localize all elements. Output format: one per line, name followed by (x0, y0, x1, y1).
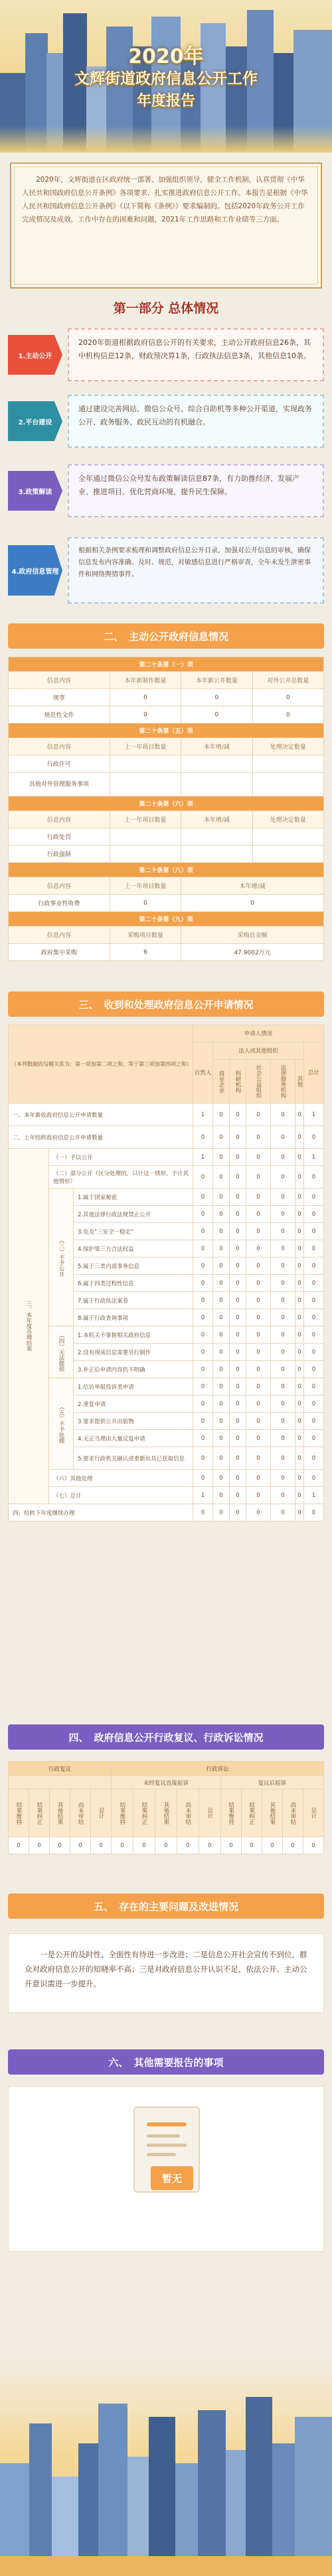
section-3-header: 三、 收到和处理政府信息公开申请情况 (8, 992, 324, 1017)
table-applications: （本列数据的勾稽关系为：第一项加第二项之和，等于第三项加第四项之和） 申请人情况 自然人 法人或其他组织 总计 商业企业 科研机构 社会公益组织 法律服务机构 其他 一、本年新收政府信息公开申请数量 1 0 0 0 0 0 1 二、上年结转政府信息公开申请数量 0 0 0 0 0 0 0 三、本年度办理结果 （一）予以公开 1 0 0 0 0 0 1 （二）部分公开（区分处理的，只计这一情形，不计其他情形） 0 0 0 0 0 0 0 （三）不予公开 1.属于国家秘密 0 0 0 0 0 0 0 2.其他法律行政法规禁止公开 0 0 0 0 0 0 0 3.危及"三安全一稳定" 0 0 0 0 0 0 0 4.保护第三方合法权益 0 0 0 0 0 0 0 5.属于三类内部事务信息 0 0 0 0 0 0 0 6.属于四类过程性信息 0 0 0 0 0 0 0 7.属于行政执法案卷 0 0 0 0 0 0 0 8.属于行政查询事项 0 0 0 0 0 0 0 （四）无法提供 1.本机关不掌握相关政府信息 0 0 0 0 0 0 0 2.没有现成信息需要另行制作 0 0 0 0 0 0 0 3.补正后申请内容仍不明确 0 0 0 0 0 0 0 （五）不予处理 1.信访举报投诉类申请 0 0 0 0 0 0 0 2.重复申请 0 0 0 0 0 0 0 3.要求提供公开出版物 0 0 0 0 0 0 0 4.无正当理由大量反复申请 0 0 0 0 0 0 0 5.要求行政机关确认或重新出具已获取信息 0 0 0 0 0 0 0 （六）其他处理 0 0 0 0 0 0 0 （七）总计 1 0 0 0 0 0 1 四、结转下年度继续办理 0 0 0 0 0 0 0 (8, 1025, 324, 1521)
table-row: 3.要求提供公开出版物 0 0 0 0 0 0 0 (9, 1413, 324, 1430)
table-row: 3.危及"三安全一稳定" 0 0 0 0 0 0 0 (9, 1223, 324, 1240)
part1-title: 第一部分 总体情况 (113, 301, 219, 316)
table-row: 行政许可 (9, 755, 324, 773)
table-row: （四）无法提供 1.本机关不掌握相关政府信息 0 0 0 0 0 0 0 (9, 1326, 324, 1344)
table-row: 政府集中采购 6 47.9002万元 (9, 944, 324, 961)
table-row: （三）不予公开 1.属于国家秘密 0 0 0 0 0 0 0 (9, 1189, 324, 1206)
section-4-header: 四、 政府信息公开行政复议、行政诉讼情况 (8, 1724, 324, 1750)
hero-title: 文辉街道政府信息公开工作 (74, 70, 258, 88)
table-row: 2.其他法律行政法规禁止公开 0 0 0 0 0 0 0 (9, 1206, 324, 1223)
hero-subtitle: 年度报告 (136, 93, 195, 109)
table-band: 第二十条第（一）项 (9, 657, 324, 672)
summary-text-3: 全年通过微信公众号发布政策解读信息87条，有力助推经济、发展产业、推进项目、优化营商环境，提升民生保障。 (68, 464, 324, 517)
table-band: 第二十条第（五）项 (9, 724, 324, 738)
table-band: 第二十条第（六）项 (9, 797, 324, 811)
table-review-lawsuit: 行政复议 行政诉讼 未经复议直接起诉 复议后起诉 结果维持 结果纠正 其他结果 尚未审结 总计 结果维持 结果纠正 其他结果 尚未审结 总计 结果维持 结果纠正 其他结果 尚未审结 总计 0 0 0 0 0 0 0 0 0 0 0 0 0 0 0 (8, 1761, 324, 1854)
section-5-header: 五、 存在的主要问题及改进情况 (8, 1894, 324, 1919)
table-active-disclosure: 第二十条第（一）项 信息内容 本年新制作数量 本年新公开数量 对外公开总数量 规章 0 0 0 规范性文件 0 0 0 第二十条第（五）项 信息内容 上一年项目数量 本年增/减 处理决定数量 行政许可 其他对外管理服务事项 第二十条第（六）项 信息内容 上一年项目数量 本年增/减 处理决定数量 行政处罚 行政强制 第二十条第（八）项 信息内容 上一年项目数量 本年增/减 行政事业性收费 0 0 第二十条第（九）项 信息内容 采购项目数量 采购总金额 政府集中采购 6 47.9002万元 (8, 657, 324, 961)
table-row: 规范性文件 0 0 0 (9, 706, 324, 724)
summary-row-4 (8, 537, 324, 604)
table-row: 4.保护第三方合法权益 0 0 0 0 0 0 0 (9, 1240, 324, 1257)
summary-row-2 (8, 395, 324, 448)
table-row: 四、结转下年度继续办理 0 0 0 0 0 0 0 (9, 1504, 324, 1521)
summary-text-2: 通过建设完善网站、微信公众号、综合自助机等多种公开渠道，实现政务公开、政务服务、政民互动的有机融合。 (68, 395, 324, 448)
table-row: 行政事业性收费 0 0 (9, 895, 324, 912)
table-row: 4.无正当理由大量反复申请 0 0 0 0 0 0 0 (9, 1430, 324, 1447)
table-band: 第二十条第（八）项 (9, 863, 324, 877)
footer-skyline (0, 2358, 332, 2576)
section-6-box (8, 2086, 324, 2252)
table-row: （六）其他处理 0 0 0 0 0 0 0 (9, 1470, 324, 1487)
summary-text-4: 根据相关条例要求梳理和调整政府信息公开目录，加强对公开信息的审核，确保信息发布内容准确、及时、规范，对敏感信息进行严格审查，全年未发生泄密事件和网络舆情事件。 (68, 537, 324, 604)
section-2-header: 二、 主动公开政府信息情况 (8, 623, 324, 649)
table-row: 2.重复申请 0 0 0 0 0 0 0 (9, 1395, 324, 1413)
table-row: 2.没有现成信息需要另行制作 0 0 0 0 0 0 0 (9, 1344, 324, 1361)
summary-tag-1: 1.主动公开 (8, 328, 62, 381)
table-corner-note: （本列数据的勾稽关系为：第一项加第二项之和，等于第三项加第四项之和） (9, 1025, 193, 1104)
intro-paragraph: 2020年，文辉街道在区政府统一部署、加强组织领导，健全工作机制，认真贯彻《中华人民共和国政府信息公开条例》各项要求，扎实推进政府信息公开工作。本报告是根据《中华人民共和国政府信息公开条例》（以下简称《条例》）要求编制的。包括2020年政务公开工作完成情况及成效，工作中存在的困难和问题，2021年工作思路和工作业绩等三方面。 (22, 176, 308, 224)
intro-box (10, 162, 322, 289)
table-row: 二、上年结转政府信息公开申请数量 0 0 0 0 0 0 0 (9, 1126, 324, 1149)
header-banner (0, 0, 332, 153)
table-row: 行政强制 (9, 846, 324, 863)
table-row: 规章 0 0 0 (9, 689, 324, 706)
section-6-header: 六、 其他需要报告的事项 (8, 2049, 324, 2075)
table-row: 8.属于行政查询事项 0 0 0 0 0 0 0 (9, 1309, 324, 1326)
summary-tag-3: 3.政策解读 (8, 464, 62, 517)
summary-row-3 (8, 464, 324, 517)
table-row: （七）总计 1 0 0 0 0 0 1 (9, 1487, 324, 1504)
table-row: 三、本年度办理结果 （一）予以公开 1 0 0 0 0 0 1 (9, 1149, 324, 1166)
summary-text-1: 2020年街道根据政府信息公开的有关要求，主动公开政府信息26条，其中机构信息12条，财政预决算1条，行政执法信息3条，其他信息10条。 (68, 328, 324, 381)
table-row: 一、本年新收政府信息公开申请数量 1 0 0 0 0 0 1 (9, 1104, 324, 1126)
table-row: 行政处罚 (9, 828, 324, 846)
hero-year: 2020年 (128, 45, 204, 68)
table-band: 第二十条第（九）项 (9, 912, 324, 927)
section-5-text: 一是公开的及时性、全面性有待进一步改进；二是信息公开社会宣传不到位，群众对政府信息公开的知晓率不高；三是对政府信息公开认识不足，依法公开、主动公开意识需进一步提升。 (8, 1933, 324, 2013)
table-row: （五）不予处理 1.信访举报投诉类申请 0 0 0 0 0 0 0 (9, 1378, 324, 1395)
none-badge: 暂无 (151, 2166, 193, 2190)
summary-tag-4: 4.政府信息管理 (8, 537, 62, 604)
table-row: 6.属于四类过程性信息 0 0 0 0 0 0 0 (9, 1275, 324, 1292)
table-row: （二）部分公开（区分处理的，只计这一情形，不计其他情形） 0 0 0 0 0 0 0 (9, 1166, 324, 1189)
table-row: 3.补正后申请内容仍不明确 0 0 0 0 0 0 0 (9, 1361, 324, 1378)
table-row: 5.要求行政机关确认或重新出具已获取信息 0 0 0 0 0 0 0 (9, 1447, 324, 1470)
table-row: 5.属于三类内部事务信息 0 0 0 0 0 0 0 (9, 1257, 324, 1275)
table-row: 7.属于行政执法案卷 0 0 0 0 0 0 0 (9, 1292, 324, 1309)
table-row: 其他对外管理服务事项 (9, 773, 324, 797)
summary-tag-2: 2.平台建设 (8, 395, 62, 448)
summary-row-1 (8, 328, 324, 381)
